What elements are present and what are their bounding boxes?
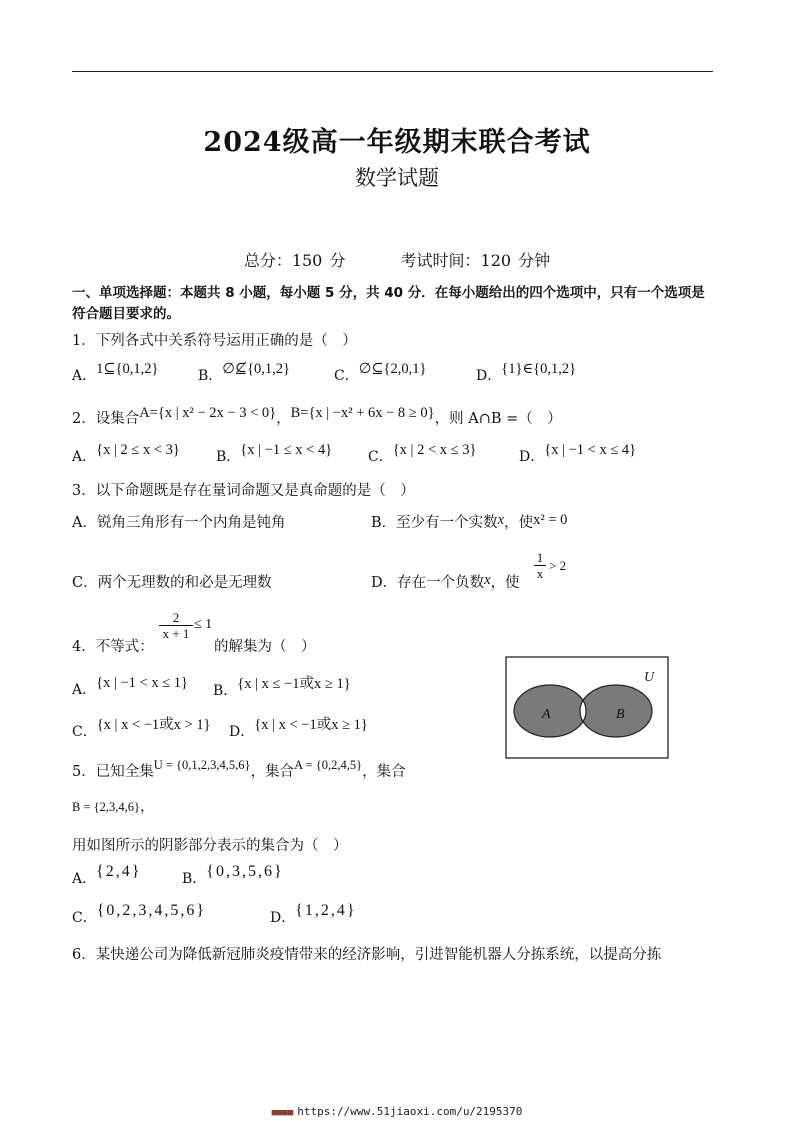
venn-diagram xyxy=(505,656,670,760)
watermark-dots: ■■■■ xyxy=(271,1108,294,1118)
option-expr: {0,3,5,6} xyxy=(206,863,284,880)
denominator: x + 1 xyxy=(159,625,193,641)
option-text: ，使 xyxy=(490,575,520,591)
option-expr: {x | −1 ≤ x < 4} xyxy=(240,442,333,458)
option-expr: {x | −1 < x ≤ 1} xyxy=(96,675,189,691)
q3-d-relation: > 2 xyxy=(549,558,567,573)
numerator: 1 xyxy=(536,550,544,565)
option-expr: {x | 2 ≤ x < 3} xyxy=(96,442,180,458)
set-b-label: B xyxy=(616,707,625,722)
q2-prefix: 2．设集合 xyxy=(72,411,140,427)
q3-option-d xyxy=(371,571,520,592)
q5-prefix: 5．已知全集 xyxy=(72,764,154,780)
q5-set-b: B = {2,3,4,6} xyxy=(72,800,141,814)
option-expr: {x | 2 < x ≤ 3} xyxy=(392,442,477,458)
option-label: C． xyxy=(72,724,97,740)
variable: x xyxy=(497,512,505,528)
question-1-stem: 1．下列各式中关系符号运用正确的是（ ） xyxy=(72,333,357,349)
denominator: x xyxy=(534,565,546,581)
q2-option-b xyxy=(216,442,333,466)
q4-fraction xyxy=(159,610,193,641)
option-expr: {x | −1 < x ≤ 4} xyxy=(544,442,637,458)
q5-option-c xyxy=(72,902,207,927)
q4-option-c xyxy=(72,717,211,741)
q4-option-d xyxy=(229,717,368,741)
numerator: 2 xyxy=(172,610,180,625)
option-expr: {x | x < −1或x ≥ 1} xyxy=(254,717,368,733)
q5-set-b-line xyxy=(72,795,155,816)
q2-set-b: B={x | −x² + 6x − 8 ≥ 0} xyxy=(290,405,435,421)
option-expr: ∅⊈{0,1,2} xyxy=(222,361,290,377)
q3-d-fraction xyxy=(534,550,546,581)
option-text: ，使 xyxy=(504,515,534,531)
option-label: C． xyxy=(72,910,97,926)
q5-set-a: A = {0,2,4,5} xyxy=(294,758,363,772)
q1-option-a xyxy=(72,361,159,385)
option-expr: {x | x < −1或x > 1} xyxy=(96,717,211,733)
question-5-stem xyxy=(72,760,406,781)
option-label: B． xyxy=(213,683,238,699)
option-label: D． xyxy=(519,449,545,465)
q5-comma: ， xyxy=(140,799,155,815)
q5-option-a xyxy=(72,863,142,888)
question-4-prefix: 4．不等式： xyxy=(72,639,154,655)
total-score: 总分：150 分 xyxy=(243,251,346,270)
universe-label: U xyxy=(644,670,655,685)
option-label: A． xyxy=(72,449,97,465)
exam-title: 2024级高一年级期末联合考试 xyxy=(203,127,591,158)
option-label: D． xyxy=(270,910,296,926)
question-2-stem xyxy=(72,407,562,428)
q4-relation: ≤ 1 xyxy=(194,617,213,632)
q3-option-a: A．锐角三角形有一个内角是钝角 xyxy=(72,515,286,531)
q5-mid2: ，集合 xyxy=(362,764,406,780)
exam-meta xyxy=(0,248,794,271)
q1-option-b xyxy=(198,361,290,385)
set-a-label: A xyxy=(542,707,551,722)
option-label: D． xyxy=(476,368,502,384)
q2-suffix: ，则 A∩B =（ ） xyxy=(434,411,562,427)
question-5-stem-2: 用如图所示的阴影部分表示的集合为（ ） xyxy=(72,838,348,854)
q3-option-b xyxy=(371,511,567,532)
q2-set-a: A={x | x² − 2x − 3 < 0} xyxy=(139,405,277,421)
footer-url[interactable]: https://www.51jiaoxi.com/u/2195370 xyxy=(297,1105,523,1118)
exam-subtitle: 数学试题 xyxy=(355,166,439,190)
q1-option-c xyxy=(334,361,427,385)
q2-comma: ， xyxy=(276,411,291,427)
option-label: C． xyxy=(368,449,393,465)
option-expr: {0,2,3,4,5,6} xyxy=(96,902,207,919)
variable: x xyxy=(484,572,491,588)
q5-mid: ，集合 xyxy=(250,764,295,780)
option-expr: {x | x ≤ −1或x ≥ 1} xyxy=(237,676,351,692)
q3-option-c: C．两个无理数的和必是无理数 xyxy=(72,575,272,591)
option-text: B．至少有一个实数 xyxy=(371,515,498,531)
option-label: B． xyxy=(198,368,223,384)
q4-option-a xyxy=(72,675,189,699)
option-label: D． xyxy=(229,724,255,740)
q5-option-d xyxy=(270,902,357,927)
section-heading: 一、单项选择题：本题共 8 小题，每小题 5 分，共 40 分．在每小题给出的四个选项中，只有一个选项是符合题目要求的。 xyxy=(72,285,705,322)
top-rule xyxy=(72,71,713,72)
option-expr: 1⊆{0,1,2} xyxy=(96,361,159,377)
option-label: A． xyxy=(72,871,97,887)
option-text: D．存在一个负数 xyxy=(371,575,485,591)
q2-option-a xyxy=(72,442,180,466)
footer-watermark xyxy=(0,1105,794,1118)
option-expr: ∅⊆{2,0,1} xyxy=(358,361,427,377)
option-expr: {2,4} xyxy=(96,863,142,880)
option-expr: {1,2,4} xyxy=(295,902,357,919)
question-6-stem: 6．某快递公司为降低新冠肺炎疫情带来的经济影响，引进智能机器人分拣系统，以提高分拣 xyxy=(72,947,662,963)
question-4-suffix: 的解集为（ ） xyxy=(214,639,316,655)
q5-set-u: U = {0,1,2,3,4,5,6} xyxy=(153,758,251,772)
option-expr: x² = 0 xyxy=(533,512,568,528)
q2-option-c xyxy=(368,442,477,466)
q4-option-b xyxy=(213,676,351,700)
q5-option-b xyxy=(182,863,284,888)
option-label: A． xyxy=(72,368,97,384)
option-label: A． xyxy=(72,682,97,698)
exam-time: 考试时间：120 分钟 xyxy=(400,251,551,270)
option-label: B． xyxy=(216,449,241,465)
question-3-stem: 3．以下命题既是存在量词命题又是真命题的是（ ） xyxy=(72,483,415,499)
q1-option-d xyxy=(476,361,577,385)
option-label: B． xyxy=(182,871,207,887)
q2-option-d xyxy=(519,442,637,466)
option-label: C． xyxy=(334,368,359,384)
option-expr: {1}∈{0,1,2} xyxy=(501,361,577,377)
